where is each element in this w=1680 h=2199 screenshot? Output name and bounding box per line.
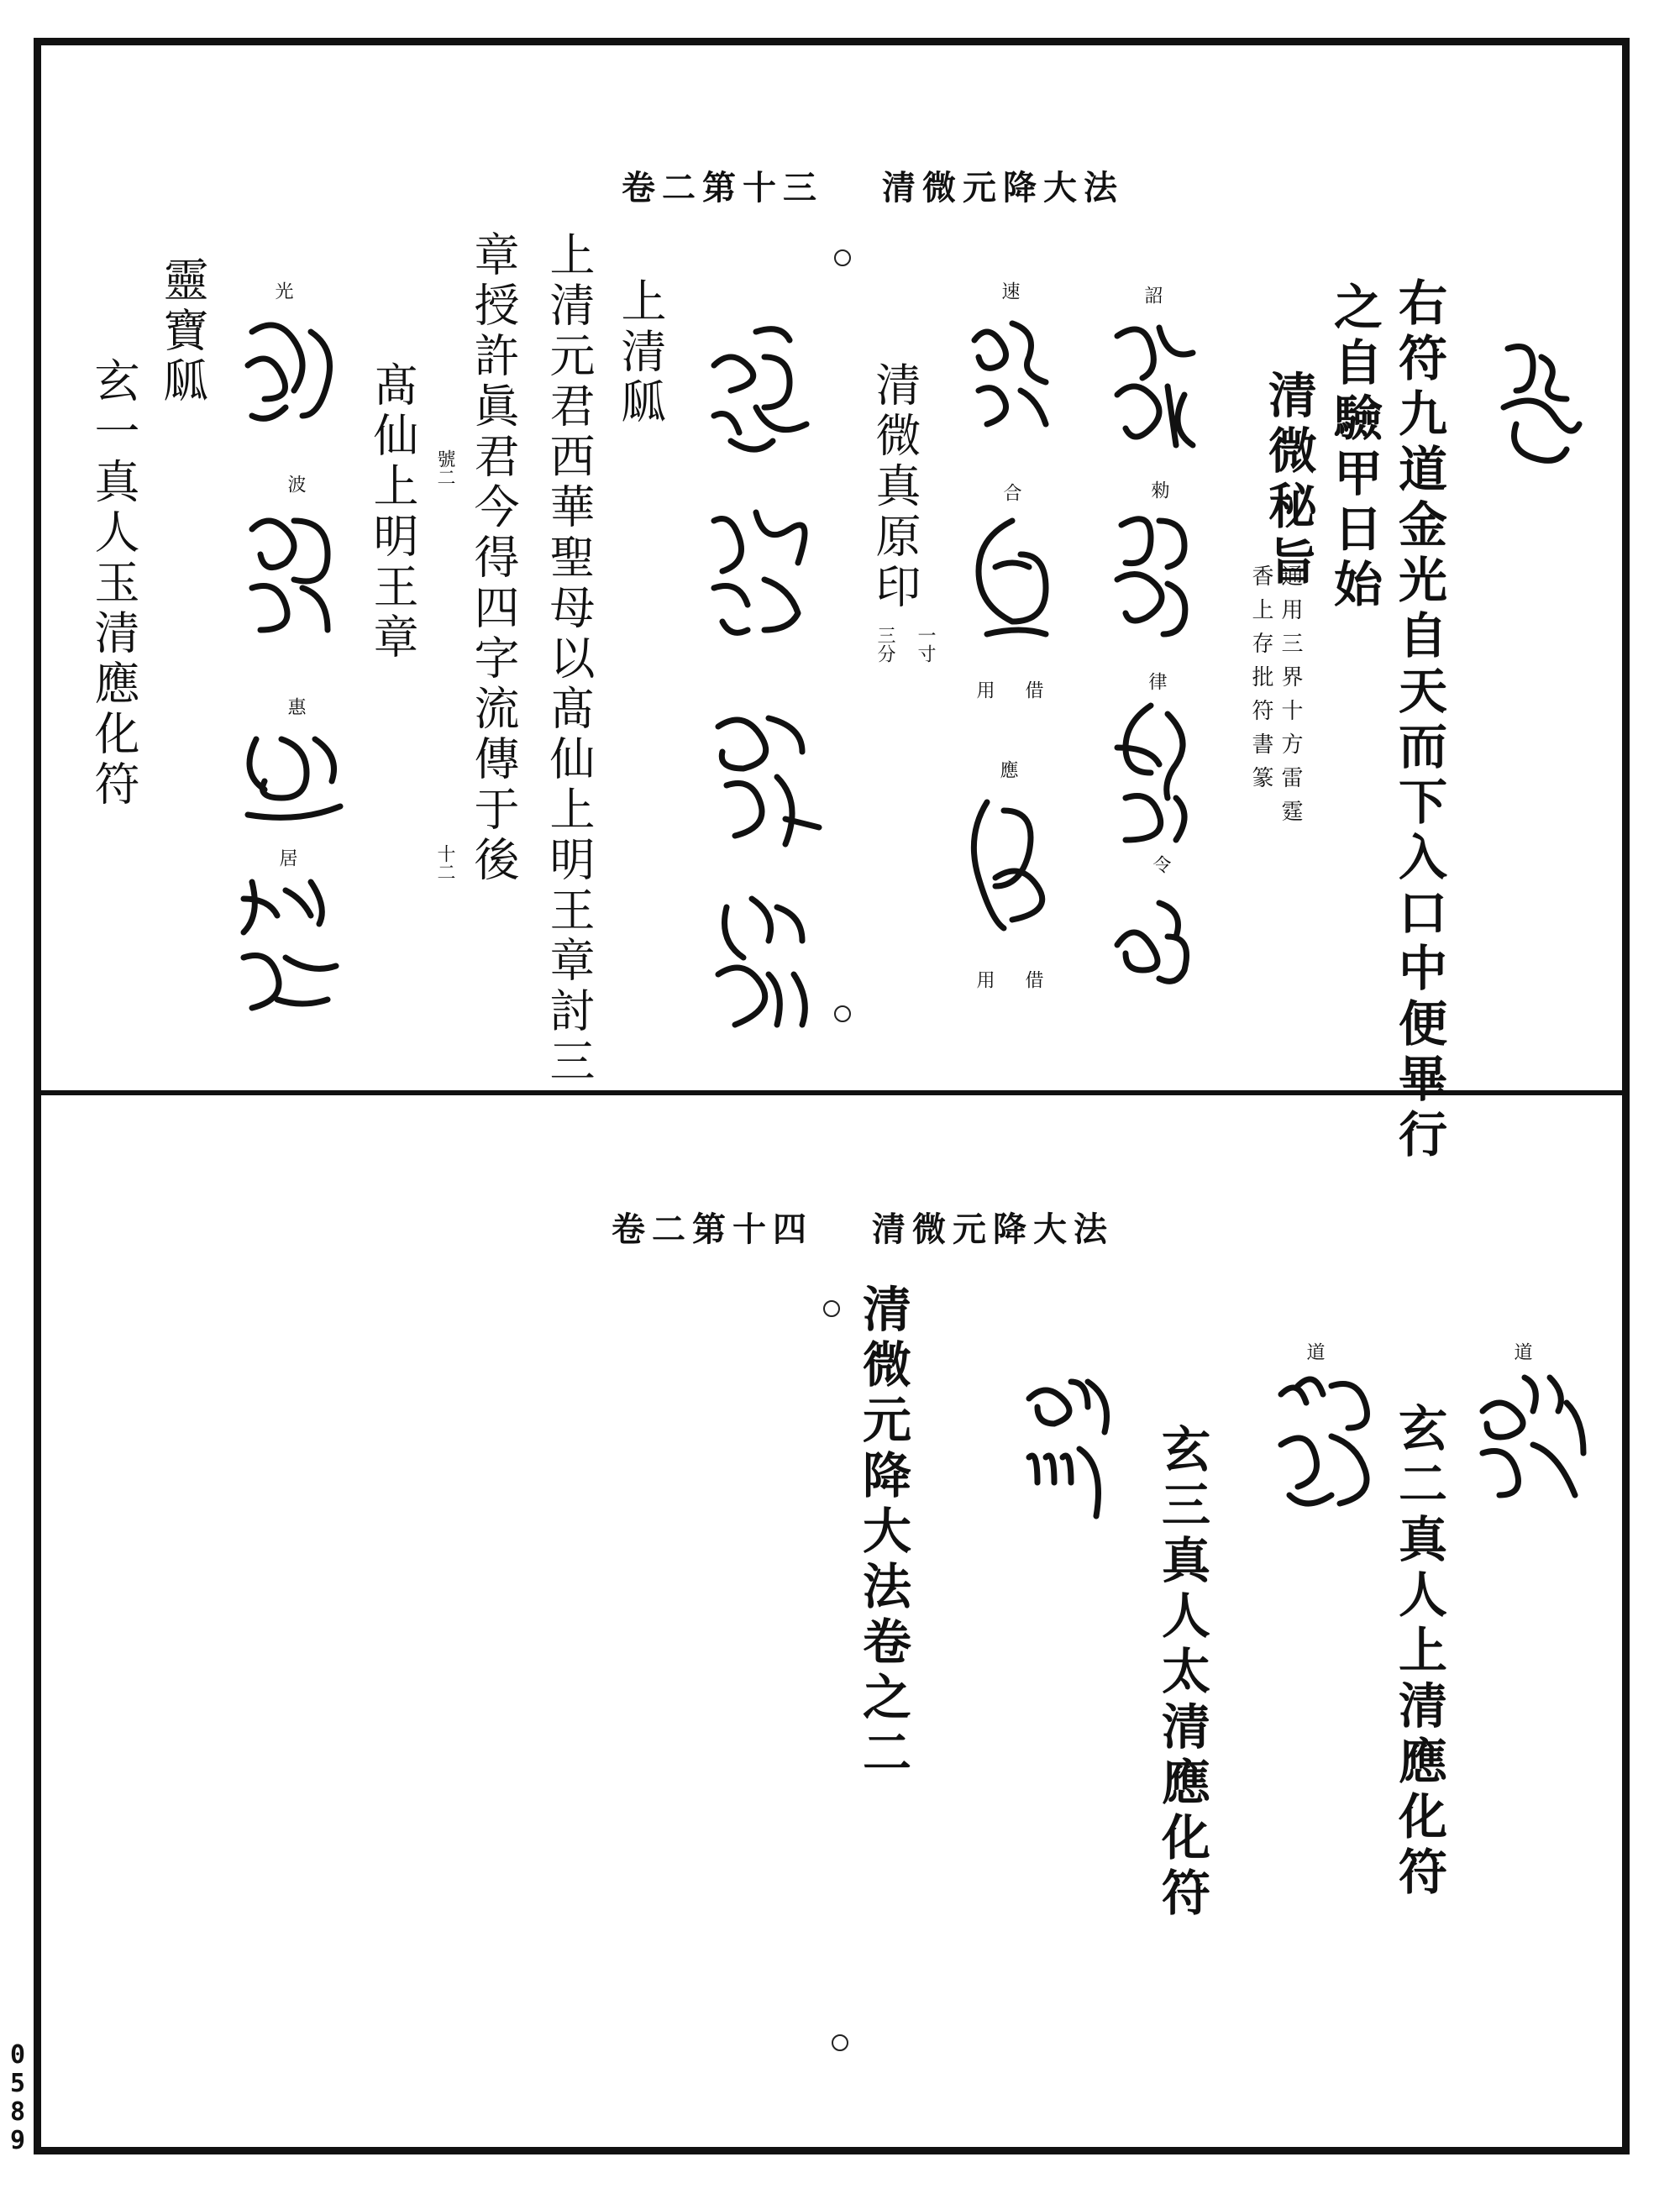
binding-hole	[823, 1300, 840, 1317]
talisman-glyph	[235, 496, 353, 638]
talisman-glyph	[1100, 504, 1210, 647]
glyph-label: 用	[974, 680, 995, 699]
talisman-glyph	[1264, 1361, 1390, 1520]
top-header	[622, 161, 1124, 209]
glyph-label: 速	[999, 281, 1020, 300]
glyph-label: 借	[1022, 970, 1043, 989]
text-column-9: 靈寶㼌	[156, 256, 209, 407]
glyph-label: 令	[1150, 855, 1171, 874]
text-column-6: 上清元君西華聖母以髙仙上明王章討三	[543, 231, 596, 1088]
text-column-10: 玄一真人玉清應化符	[87, 357, 140, 811]
binding-hole	[834, 249, 851, 266]
page-number: 0589	[10, 2040, 26, 2155]
text-column-3-note-b: 香上存批符書篆	[1248, 564, 1273, 800]
talisman-glyph	[1100, 311, 1210, 462]
glyph-label: 光	[272, 281, 293, 300]
talisman-glyph	[953, 785, 1054, 937]
bottom-header-title: 清微元降大法	[872, 1210, 1114, 1249]
bottom-header-volume: 卷二第十四	[612, 1210, 813, 1249]
text-column-b5: 清微元降大法卷之二	[854, 1283, 911, 1782]
glyph-label: 合	[1000, 483, 1021, 501]
talisman-glyph	[1100, 697, 1210, 848]
glyph-label: 用	[974, 970, 995, 989]
glyph-label: 波	[285, 475, 306, 493]
top-header-title: 清微元降大法	[882, 168, 1124, 207]
glyph-label: 律	[1146, 672, 1167, 690]
text-column-7-note: 十二	[434, 844, 455, 881]
text-column-8: 髙仙上明王章	[366, 361, 419, 664]
top-header-volume: 卷二第十三	[622, 168, 823, 207]
talisman-glyph	[962, 508, 1063, 651]
text-column-3: 清微秘旨	[1260, 370, 1317, 591]
text-column-2: 之自驗甲日始	[1326, 281, 1383, 614]
glyph-label: 詔	[1142, 286, 1163, 304]
text-column-b4: 玄三真人太清應化符	[1153, 1424, 1210, 1923]
glyph-label: 居	[276, 848, 297, 867]
talisman-glyph	[1466, 1361, 1600, 1512]
text-column-7: 章授許眞君今得四字流傳于後	[467, 231, 520, 886]
binding-hole	[832, 2034, 848, 2051]
text-column-1: 右符九道金光自天而下入口中便畢行	[1390, 277, 1447, 1164]
talisman-glyph	[962, 307, 1063, 433]
talisman-glyph	[701, 882, 827, 1033]
bottom-header	[612, 1203, 1114, 1251]
seal-size-a: 一寸	[915, 626, 936, 663]
glyph-label: 惠	[285, 697, 306, 716]
binding-hole	[834, 1005, 851, 1022]
text-column-3-note-a: 通用三界十方雷霆	[1278, 564, 1303, 833]
text-column-b2: 玄二真人上清應化符	[1390, 1403, 1447, 1902]
talisman-glyph	[1100, 878, 1210, 995]
talisman-glyph	[1012, 1365, 1121, 1525]
glyph-label: 勑	[1148, 480, 1169, 499]
talisman-glyph	[701, 701, 827, 853]
talisman-glyph	[231, 722, 357, 840]
text-column-8-note: 號二	[434, 449, 455, 486]
seal-label: 清微真原印	[869, 361, 921, 613]
seal-size-b: 三分	[874, 626, 895, 663]
glyph-label: 應	[997, 760, 1018, 779]
talisman-glyph	[1491, 332, 1592, 475]
text-column-5: 上清㼌	[614, 277, 667, 428]
talisman-glyph	[697, 496, 823, 647]
glyph-label: 道	[1304, 1342, 1325, 1361]
glyph-label: 借	[1022, 680, 1043, 699]
talisman-glyph	[697, 315, 823, 466]
talisman-glyph	[227, 874, 353, 1016]
talisman-glyph	[235, 307, 353, 441]
glyph-label: 道	[1511, 1342, 1532, 1361]
